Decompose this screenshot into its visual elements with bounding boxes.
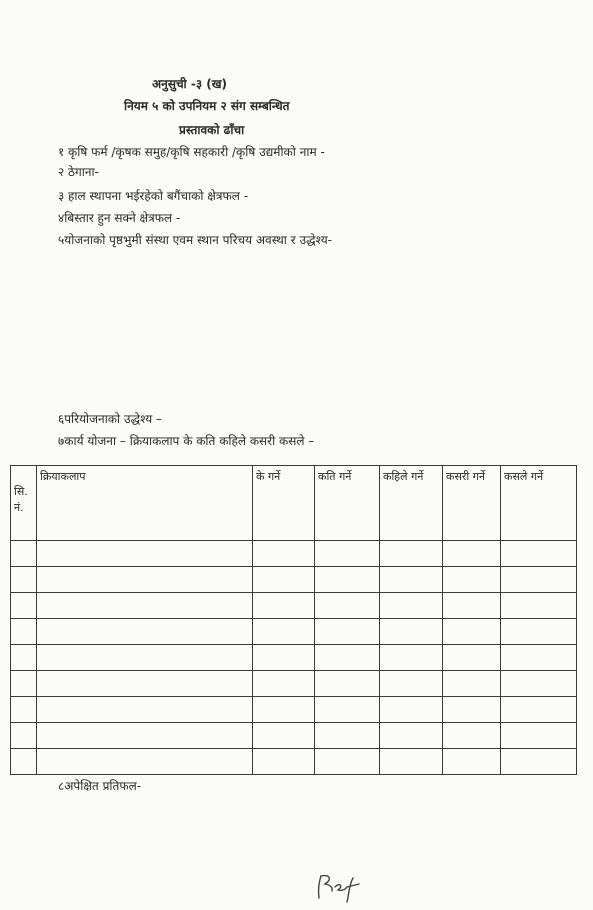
cell-how (443, 567, 501, 593)
cell-how (443, 619, 501, 645)
header-activity: क्रियाकलाप (37, 466, 253, 541)
cell-serial-number (11, 567, 37, 593)
table-body (11, 541, 577, 775)
cell-serial-number (11, 645, 37, 671)
header-how-much: कति गर्ने (315, 466, 380, 541)
cell-how-much (315, 593, 380, 619)
field-current-orchard-area: ३ हाल स्थापना भईरहेको बगैंचाको क्षेत्रफल - (58, 189, 249, 203)
cell-when (380, 593, 443, 619)
cell-how (443, 749, 501, 775)
cell-what (253, 749, 315, 775)
cell-what (253, 619, 315, 645)
table-row (11, 593, 577, 619)
field-expandable-area: ४बिस्तार हुन सक्ने क्षेत्रफल - (58, 211, 181, 225)
cell-when (380, 645, 443, 671)
cell-how (443, 645, 501, 671)
table-row (11, 541, 577, 567)
cell-who (501, 541, 577, 567)
cell-activity (37, 593, 253, 619)
field-expected-output: ८अपेक्षित प्रतिफल- (58, 779, 142, 793)
cell-how (443, 723, 501, 749)
table-row (11, 671, 577, 697)
header-when: कहिले गर्ने (380, 466, 443, 541)
cell-how-much (315, 749, 380, 775)
header-who: कसले गर्ने (501, 466, 577, 541)
cell-when (380, 619, 443, 645)
table-row (11, 723, 577, 749)
cell-how-much (315, 567, 380, 593)
cell-serial-number (11, 671, 37, 697)
header-what: के गर्ने (253, 466, 315, 541)
cell-what (253, 541, 315, 567)
cell-what (253, 593, 315, 619)
cell-serial-number (11, 749, 37, 775)
cell-who (501, 645, 577, 671)
format-title: प्रस्तावको ढाँचा (179, 123, 245, 137)
cell-how-much (315, 645, 380, 671)
cell-serial-number (11, 723, 37, 749)
cell-activity (37, 645, 253, 671)
cell-what (253, 671, 315, 697)
header-how: कसरी गर्ने (443, 466, 501, 541)
cell-who (501, 593, 577, 619)
table-row (11, 749, 577, 775)
cell-who (501, 671, 577, 697)
cell-what (253, 723, 315, 749)
cell-how-much (315, 697, 380, 723)
cell-activity (37, 697, 253, 723)
field-project-objective: ६परियोजनाको उद्धेश्य – (58, 412, 162, 426)
cell-who (501, 749, 577, 775)
cell-how (443, 697, 501, 723)
field-address: २ ठेगाना- (58, 165, 99, 179)
cell-when (380, 697, 443, 723)
cell-who (501, 567, 577, 593)
cell-who (501, 697, 577, 723)
annex-title: अनुसुची -३ (ख) (152, 77, 228, 91)
cell-when (380, 567, 443, 593)
field-work-plan: ७कार्य योजना – क्रियाकलाप के कति कहिले कसरी कसले – (58, 434, 315, 448)
cell-who (501, 619, 577, 645)
field-project-background: ५योजनाको पृष्ठभुमी संस्था एवम स्थान परिचय अवस्था र उद्धेश्य- (58, 233, 333, 247)
header-serial-number: सि. नं. (11, 466, 37, 541)
cell-activity (37, 541, 253, 567)
cell-activity (37, 671, 253, 697)
cell-when (380, 749, 443, 775)
field-farm-name: १ कृषि फर्म /कृषक समुह/कृषि सहकारी /कृषि उद्यमीको नाम - (58, 145, 325, 159)
cell-activity (37, 749, 253, 775)
cell-how-much (315, 671, 380, 697)
cell-serial-number (11, 619, 37, 645)
cell-how-much (315, 541, 380, 567)
cell-how (443, 541, 501, 567)
cell-what (253, 697, 315, 723)
table-header-row (11, 466, 577, 541)
cell-what (253, 645, 315, 671)
table-row (11, 645, 577, 671)
cell-how (443, 593, 501, 619)
cell-how-much (315, 723, 380, 749)
cell-who (501, 723, 577, 749)
rule-reference: नियम ५ को उपनियम २ संग सम्बन्धित (124, 99, 290, 113)
cell-when (380, 541, 443, 567)
cell-serial-number (11, 697, 37, 723)
cell-serial-number (11, 593, 37, 619)
cell-activity (37, 723, 253, 749)
table-row (11, 697, 577, 723)
cell-how (443, 671, 501, 697)
cell-how-much (315, 619, 380, 645)
cell-activity (37, 619, 253, 645)
handwritten-signature-icon (311, 870, 367, 904)
work-plan-table (10, 465, 577, 775)
cell-serial-number (11, 541, 37, 567)
table-row (11, 567, 577, 593)
cell-what (253, 567, 315, 593)
table-row (11, 619, 577, 645)
cell-when (380, 671, 443, 697)
cell-activity (37, 567, 253, 593)
cell-when (380, 723, 443, 749)
